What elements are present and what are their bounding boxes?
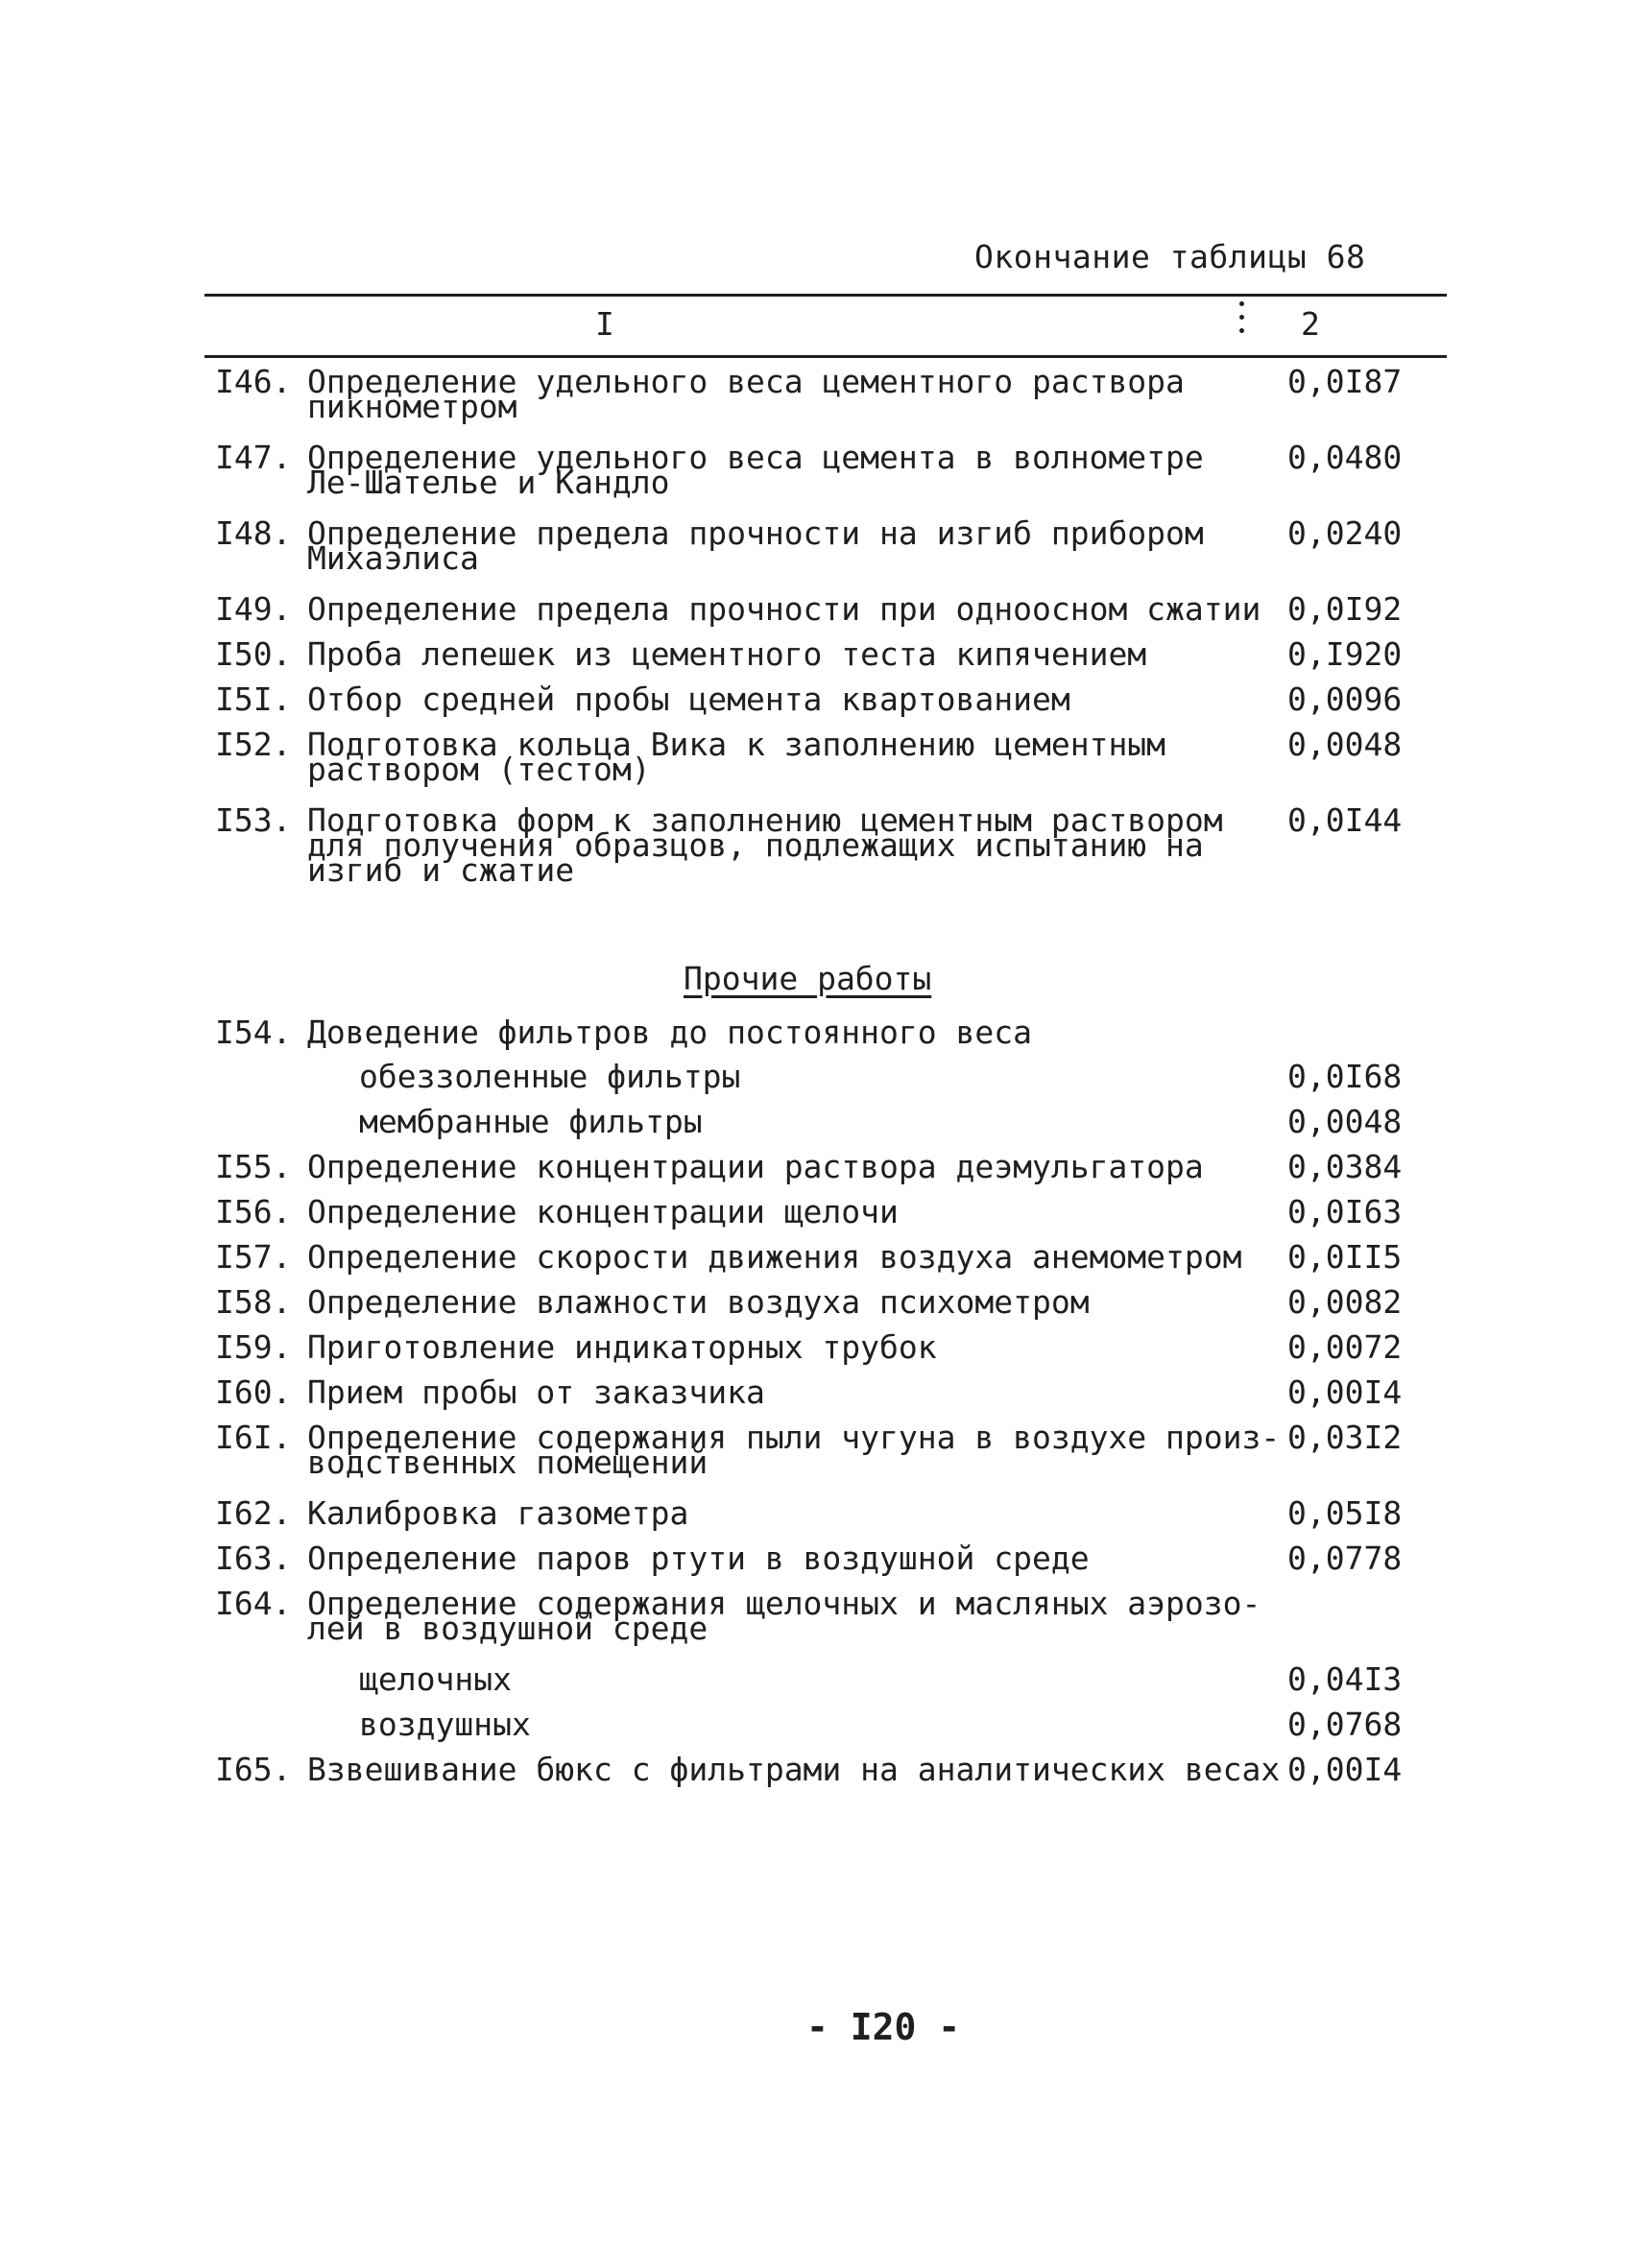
row-text: Определение предела прочности при одноосном сжатии <box>307 590 1261 628</box>
row-value: 0,0480 <box>1287 439 1403 476</box>
column-header-2: 2 <box>1301 305 1320 343</box>
row-value: 0,0240 <box>1287 514 1403 552</box>
row-value: 0,0768 <box>1287 1706 1403 1743</box>
row-text: Определение влажности воздуха психометром <box>307 1283 1090 1321</box>
table-top-rule <box>204 294 1447 297</box>
row-number: I5I. <box>215 680 292 718</box>
row-text: Подготовка форм к заполнению цементным раствором для получения образцов, подлежащих испытанию на изгиб и сжатие <box>307 801 1223 889</box>
row-number: I47. <box>215 439 292 476</box>
row-text: Определение концентрации щелочи <box>307 1193 899 1230</box>
row-text: Проба лепешек из цементного теста кипячением <box>307 635 1147 673</box>
row-text: Определение концентрации раствора деэмульгатора <box>307 1148 1204 1185</box>
table-continuation-title: Окончание таблицы 68 <box>974 238 1366 275</box>
row-number: I6I. <box>215 1419 292 1456</box>
row-text: Подготовка кольца Вика к заполнению цементным раствором (тестом) <box>307 726 1166 788</box>
row-text: мембранные фильтры <box>359 1103 703 1140</box>
row-number: I55. <box>215 1148 292 1185</box>
row-number: I49. <box>215 590 292 628</box>
row-number: I57. <box>215 1238 292 1276</box>
row-value: 0,0I44 <box>1287 801 1403 839</box>
row-value: 0,0I92 <box>1287 590 1403 628</box>
row-text: Прием пробы от заказчика <box>307 1373 765 1411</box>
row-number: I64. <box>215 1585 292 1622</box>
row-number: I62. <box>215 1494 292 1532</box>
row-number: I63. <box>215 1540 292 1577</box>
row-text: Определение содержания щелочных и масляных аэрозо- лей в воздушной среде <box>307 1585 1261 1647</box>
row-value: 0,0I87 <box>1287 363 1403 400</box>
row-text: обеззоленные фильтры <box>359 1058 741 1095</box>
table-header-rule <box>204 355 1447 358</box>
row-value: 0,0384 <box>1287 1148 1403 1185</box>
row-text: Определение паров ртути в воздушной среде <box>307 1540 1090 1577</box>
row-number: I59. <box>215 1328 292 1366</box>
row-text: воздушных <box>359 1706 531 1743</box>
row-value: 0,03I2 <box>1287 1419 1403 1456</box>
row-value: 0,05I8 <box>1287 1494 1403 1532</box>
row-text: Отбор средней пробы цемента квартованием <box>307 680 1070 718</box>
row-number: I56. <box>215 1193 292 1230</box>
row-number: I58. <box>215 1283 292 1321</box>
row-number: I48. <box>215 514 292 552</box>
column-separator <box>1235 296 1248 353</box>
row-value: 0,04I3 <box>1287 1660 1403 1698</box>
column-header-1: I <box>595 305 614 343</box>
page-number: - I20 - <box>806 2006 961 2048</box>
row-number: I60. <box>215 1373 292 1411</box>
row-text: Определение предела прочности на изгиб прибором Михаэлиса <box>307 514 1204 577</box>
row-number: I50. <box>215 635 292 673</box>
row-number: I65. <box>215 1751 292 1788</box>
row-value: 0,00I4 <box>1287 1373 1403 1411</box>
row-text: щелочных <box>359 1660 512 1698</box>
row-value: 0,0I63 <box>1287 1193 1403 1230</box>
row-text: Определение содержания пыли чугуна в воздухе произ- водственных помещений <box>307 1419 1281 1481</box>
row-number: I53. <box>215 801 292 839</box>
section-title-other-works: Прочие работы <box>684 960 932 997</box>
row-text: Приготовление индикаторных трубок <box>307 1328 937 1366</box>
row-value: 0,0096 <box>1287 680 1403 718</box>
row-text: Калибровка газометра <box>307 1494 689 1532</box>
row-value: 0,0048 <box>1287 1103 1403 1140</box>
row-text: Определение удельного веса цемента в волнометре Ле-Шателье и Кандло <box>307 439 1204 501</box>
row-text: Определение удельного веса цементного раствора пикнометром <box>307 363 1185 425</box>
row-value: 0,I920 <box>1287 635 1403 673</box>
row-number: I54. <box>215 1014 292 1051</box>
row-value: 0,0082 <box>1287 1283 1403 1321</box>
row-value: 0,0072 <box>1287 1328 1403 1366</box>
row-value: 0,0I68 <box>1287 1058 1403 1095</box>
row-value: 0,0778 <box>1287 1540 1403 1577</box>
row-text: Взвешивание бюкс с фильтрами на аналитических весах <box>307 1751 1281 1788</box>
row-number: I52. <box>215 726 292 763</box>
row-text: Определение скорости движения воздуха анемометром <box>307 1238 1242 1276</box>
row-number: I46. <box>215 363 292 400</box>
row-text: Доведение фильтров до постоянного веса <box>307 1014 1032 1051</box>
row-value: 0,0II5 <box>1287 1238 1403 1276</box>
row-value: 0,00I4 <box>1287 1751 1403 1788</box>
row-value: 0,0048 <box>1287 726 1403 763</box>
